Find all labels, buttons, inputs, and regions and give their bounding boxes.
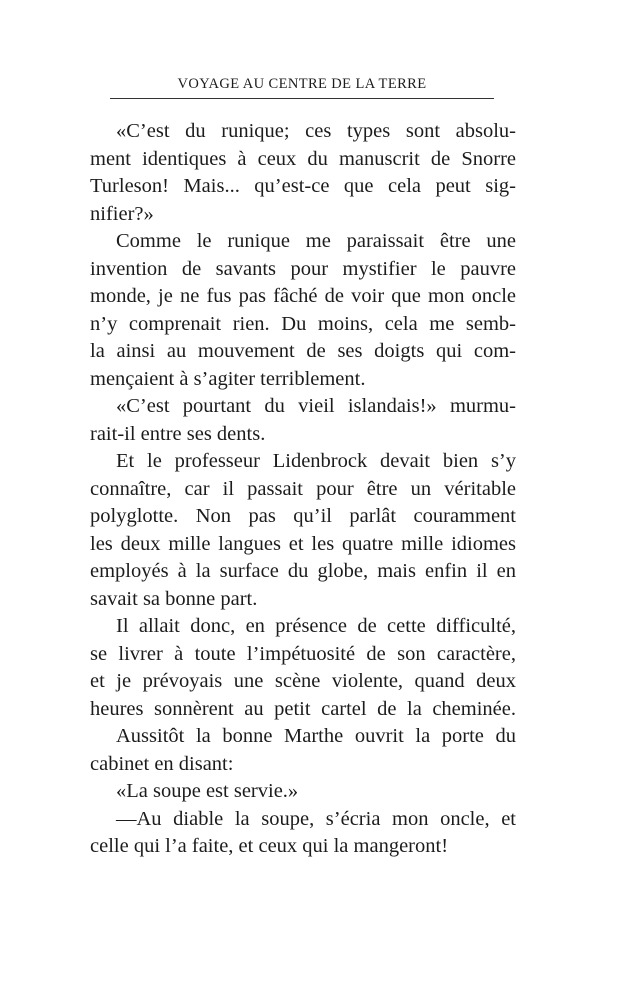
text-line: «La soupe est servie.» [116, 780, 299, 802]
text-line: invention de savants pour mystifier le pauvre [90, 257, 516, 280]
text-line: nifier?» [90, 202, 154, 225]
text-line: la ainsi au mouvement de ses doigts qui com- [90, 340, 516, 362]
text-line: se livrer à toute l’impétuosité de son caractère, [90, 642, 516, 665]
text-line: n’y comprenait rien. Du moins, cela me semb- [90, 312, 516, 335]
running-head-title: VOYAGE AU CENTRE DE LA TERRE [177, 76, 427, 92]
text-line: Comme le runique me paraissait être une [116, 230, 516, 252]
text-line: celle qui l’a faite, et ceux qui la mangeront! [90, 835, 449, 857]
header-rule [110, 98, 494, 99]
text-line: mençaient à s’agiter terriblement. [90, 367, 366, 390]
text-line: les deux mille langues et les quatre mille idiomes [90, 532, 516, 555]
text-line: heures sonnèrent au petit cartel de la cheminée. [90, 697, 516, 720]
text-line: savait sa bonne part. [90, 587, 258, 610]
text-line: polyglotte. Non pas qu’il parlât couramment [90, 505, 516, 527]
text-line: rait-il entre ses dents. [90, 422, 266, 445]
text-line: cabinet en disant: [90, 752, 234, 775]
text-line: «C’est pourtant du vieil islandais!» murmu- [116, 395, 516, 417]
text-line: —Au diable la soupe, s’écria mon oncle, et [116, 807, 516, 830]
text-line: connaître, car il passait pour être un véritable [90, 477, 516, 500]
text-line: monde, je ne fus pas fâché de voir que mon oncle [90, 285, 516, 307]
text-line: et je prévoyais une scène violente, quand deux [90, 670, 516, 692]
text-line: ment identiques à ceux du manuscrit de Snorre [90, 147, 516, 170]
text-line: Aussitôt la bonne Marthe ouvrit la porte du [116, 725, 516, 747]
text-line: employés à la surface du globe, mais enfin il en [90, 560, 516, 582]
page-body [90, 118, 516, 861]
text-line: «C’est du runique; ces types sont absolu- [116, 120, 516, 142]
text-line: Et le professeur Lidenbrock devait bien s’y [116, 450, 516, 472]
text-line: Turleson! Mais... qu’est-ce que cela peut sig- [90, 175, 516, 197]
text-line: Il allait donc, en présence de cette difficulté, [116, 615, 516, 637]
